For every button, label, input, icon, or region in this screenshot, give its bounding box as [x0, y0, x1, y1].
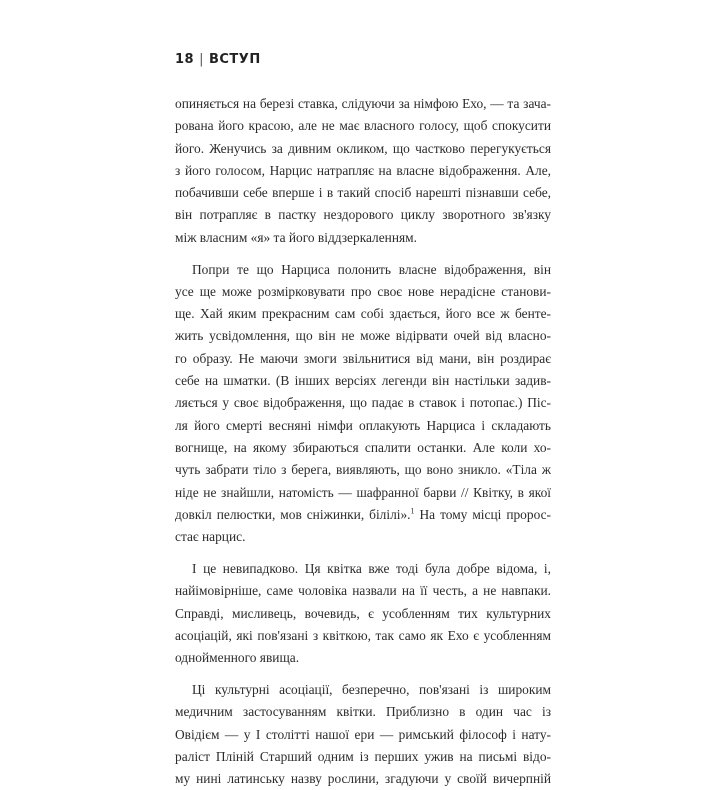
text-line: усе ще може розмірковувати про своє нове нерадісне станови-: [175, 283, 551, 299]
text-line: І це невипадково. Ця квітка вже тоді була добре відома, і,: [192, 560, 551, 576]
text-line: Попри те що Нарциса полонить власне відображення, він: [192, 261, 551, 277]
text-line: його. Женучись за дивним окликом, що частково перегукується: [175, 140, 551, 156]
page-number: 18: [175, 52, 195, 67]
paragraph-4: [175, 679, 551, 790]
text-line-with-footnote: [175, 504, 551, 526]
section-title: ВСТУП: [208, 52, 261, 67]
text-line: між власним «я» та його віддзеркаленням.: [175, 229, 417, 245]
text-line: го образу. Не маючи змоги звільнитися від мани, він роздирає: [175, 350, 551, 366]
text-line: вогнище, на якому збираються спалити останки. Але коли хо-: [175, 439, 551, 455]
text-line: ля його смерті весняні німфи оплакують Нарциса і складають: [175, 417, 551, 433]
text-line: медичним застосуванням квітки. Приблизно в один час із: [175, 704, 551, 720]
text-line: з його голосом, Нарцис натрапляє на власне відображення. Але,: [175, 162, 551, 178]
text-line: раліст Пліній Старший одним із перших ужив на письмі відо-: [175, 748, 551, 764]
text-line: Овідієм — у І столітті нашої ери — римський філософ і нату-: [175, 726, 551, 742]
running-header: [175, 52, 261, 67]
text-line: себе на шматки. (В інших версіях легенди він настільки задив-: [175, 373, 551, 389]
paragraph-2: [175, 259, 551, 549]
text-line: він потрапляє в пастку нездорового циклу зворотного зв'язку: [175, 207, 551, 223]
paragraph-3: [175, 558, 551, 669]
body-text: [175, 93, 551, 790]
text-line: ще. Хай яким прекрасним сам собі здається, його все ж бенте-: [175, 306, 551, 322]
text-line: стає нарцис.: [175, 529, 246, 545]
text-line: опиняється на березі ставка, слідуючи за німфою Ехо, — та зача-: [175, 96, 551, 111]
footnote-marker[interactable]: 1: [410, 506, 415, 516]
text-line: жить усвідомлення, що він не може відірвати очей від власно-: [175, 328, 551, 344]
text-fragment: На тому місці пророс-: [414, 506, 552, 522]
header-separator: |: [199, 52, 204, 67]
text-line: найімовірніше, саме чоловіка назвали на її честь, а не навпаки.: [175, 583, 551, 599]
paragraph-1: [175, 93, 551, 249]
text-line: чуть забрати тіло з берега, виявляють, що воно зникло. «Тіла ж: [175, 462, 551, 478]
text-line: Ці культурні асоціації, безперечно, пов'язані із широким: [192, 681, 551, 697]
text-line: рована його красою, але не має власного голосу, щоб спокусити: [175, 118, 551, 134]
text-line: ніде не знайшли, натомість — шафранної барви // Квітку, в якої: [175, 484, 551, 500]
text-line: побачивши себе вперше і в такий спосіб нарешті пізнавши себе,: [175, 185, 551, 201]
text-line: Справді, мисливець, вочевидь, є усобленням тих культурних: [175, 605, 551, 621]
text-line: му нині латинську назву рослини, згадуючи у своїй вичерпній: [175, 771, 551, 787]
text-fragment: довкіл пелюстки, мов сніжинки, білілі».: [175, 506, 411, 522]
text-line: однойменного явища.: [175, 650, 300, 666]
text-line: асоціацій, які пов'язані з квіткою, так само як Ехо є усобленням: [175, 627, 551, 643]
text-line: ляється у своє відображення, що падає в ставок і потопає.) Піс-: [175, 395, 551, 411]
